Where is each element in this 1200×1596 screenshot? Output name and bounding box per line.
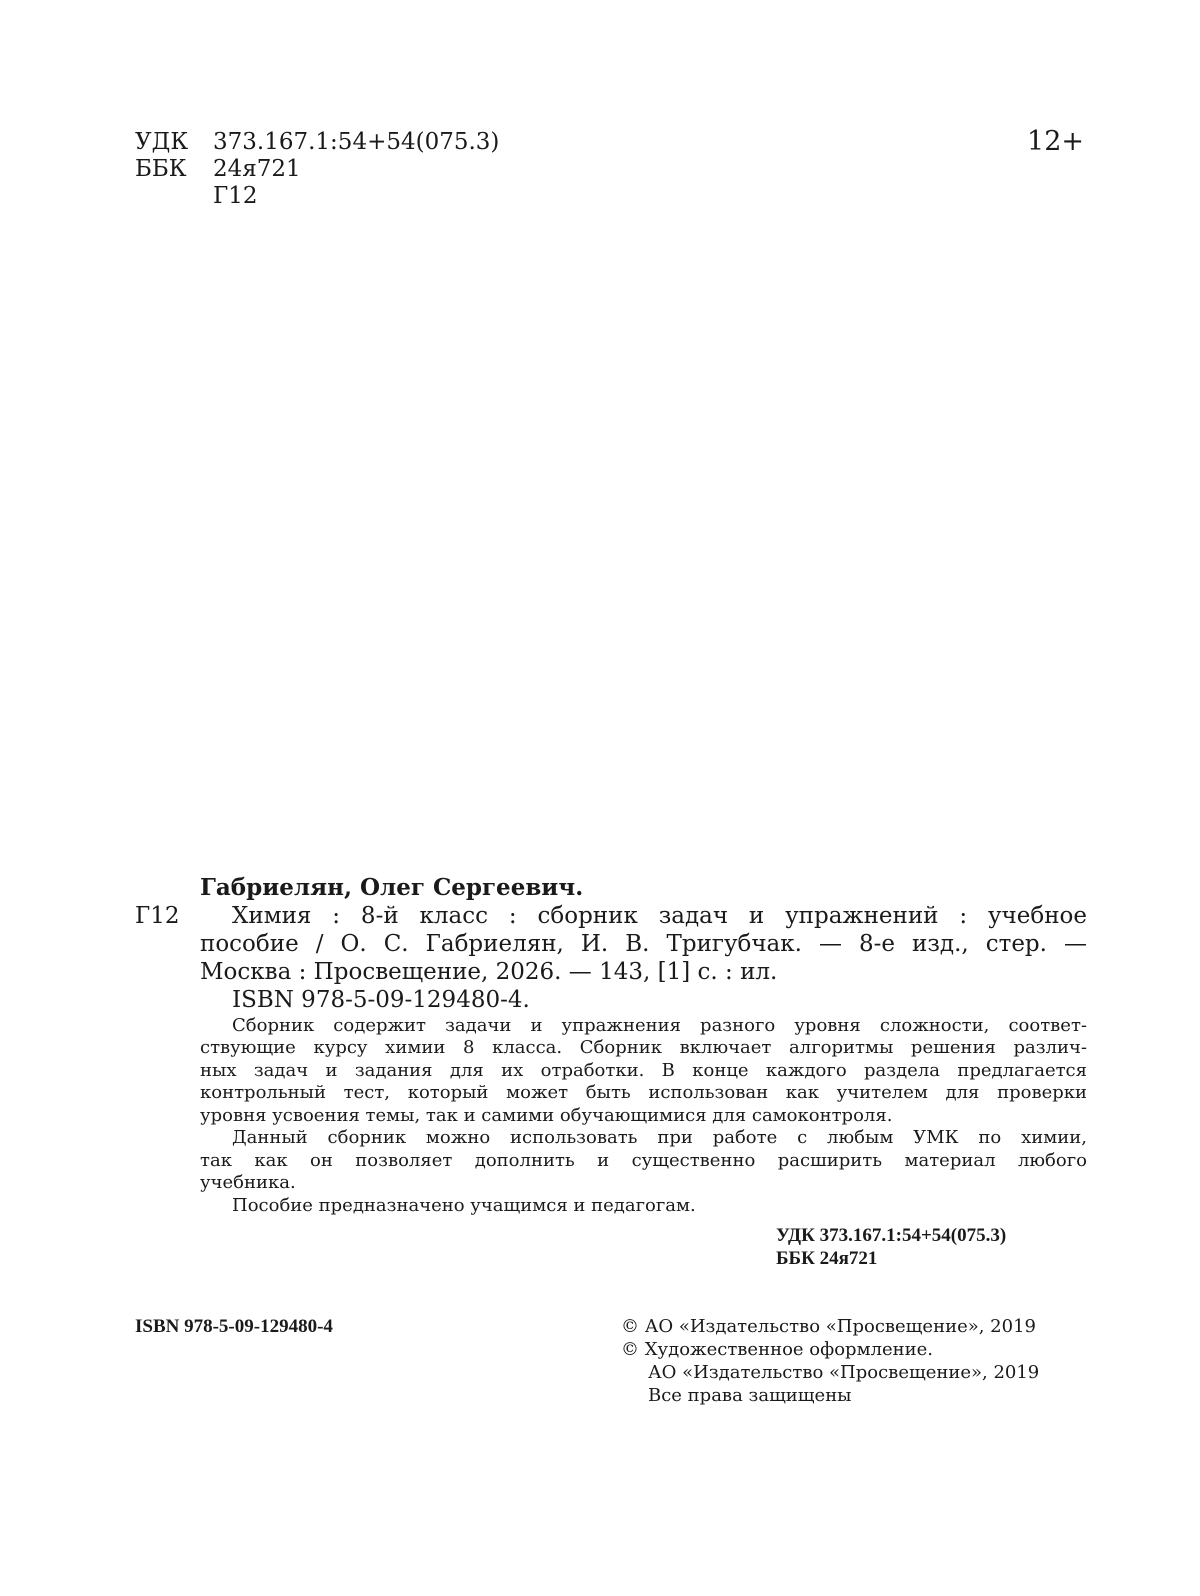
isbn-footer: ISBN 978-5-09-129480-4 xyxy=(135,1316,333,1337)
title-line-2: пособие / О. С. Габриелян, И. В. Тригубчак. — 8-е изд., стер. — xyxy=(200,931,1087,957)
annotation-line-1: Сборник содержит задачи и упражнения разного уровня сложности, соответ- xyxy=(232,1015,1087,1036)
udk-value: 373.167.1:54+54(075.3) xyxy=(213,129,500,155)
copyright-line-2: © Художественное оформление. xyxy=(621,1339,934,1360)
udk-line xyxy=(135,127,499,157)
annotation-line-2: ствующие курсу химии 8 класса. Сборник включает алгоритмы решения различ- xyxy=(200,1037,1087,1058)
isbn-line: ISBN 978-5-09-129480-4. xyxy=(232,987,530,1013)
copyright-line-1: © АО «Издательство «Просвещение», 2019 xyxy=(621,1316,1036,1337)
copyright-line-4: Все права защищены xyxy=(648,1385,852,1406)
annotation-line-6: Данный сборник можно использовать при работе с любым УМК по химии, xyxy=(232,1127,1087,1148)
author-name: Габриелян, Олег Сергеевич. xyxy=(200,874,584,901)
age-rating: 12+ xyxy=(1027,126,1084,157)
copyright-line-3: АО «Издательство «Просвещение», 2019 xyxy=(648,1362,1040,1383)
annotation-line-3: ных задач и задания для их отработки. В конце каждого раздела предлагается xyxy=(200,1060,1087,1081)
annotation-line-9: Пособие предназначено учащимся и педагогам. xyxy=(232,1195,696,1216)
bbk-label: ББК xyxy=(135,156,187,182)
udk-bold: УДК 373.167.1:54+54(075.3) xyxy=(776,1225,1007,1246)
author-mark-top: Г12 xyxy=(213,183,258,209)
title-line-1: Химия : 8-й класс : сборник задач и упражнений : учебное xyxy=(232,903,1087,929)
udk-label: УДК xyxy=(135,129,189,155)
bbk-bold: ББК 24я721 xyxy=(776,1248,878,1269)
annotation-line-5: уровня усвоения темы, так и самими обучающимися для самоконтроля. xyxy=(200,1105,893,1126)
annotation-line-7: так как он позволяет дополнить и существенно расширить материал любого xyxy=(200,1150,1087,1171)
card-mark: Г12 xyxy=(135,903,180,929)
annotation-line-8: учебника. xyxy=(200,1172,296,1193)
bbk-value: 24я721 xyxy=(213,156,301,182)
annotation-line-4: контрольный тест, который может быть использован как учителем для проверки xyxy=(200,1082,1087,1103)
title-line-3: Москва : Просвещение, 2026. — 143, [1] с. : ил. xyxy=(200,959,778,985)
bbk-line xyxy=(135,154,301,184)
